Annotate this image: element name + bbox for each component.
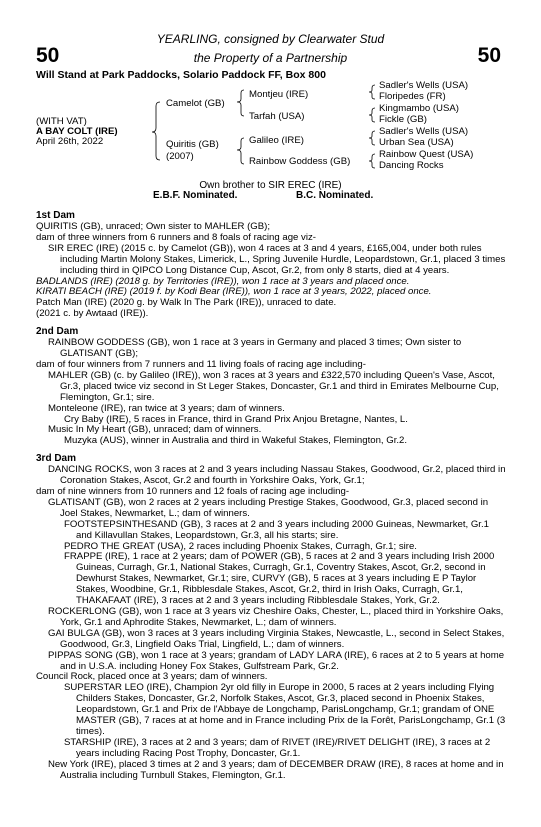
third-dam-line: FRAPPE (IRE), 1 race at 2 years; dam of POWER (GB), 5 races at 2 and 3 years including Irish 2000 Guineas, Curragh, Gr.1, National Stakes, Curragh, Gr.1, Coventry Stakes, Ascot, Gr.2, second in Dewhurst Stakes, Newmarket, Gr.1; sire, CURVY (GB), 5 races at 3 years including E P Taylor Stakes, Woodbine, Gr.1, Ribblesdale Stakes, Ascot, Gr.2, third in Irish Oaks, Curragh, Gr.1, THAKAFAAT (IRE), 3 races at 2 and 3 years including Ribblesdale Stakes, York, Gr.2.	[64, 551, 495, 607]
sire: Camelot (GB)	[166, 98, 225, 109]
first-dam-line: KIRATI BEACH (IRE) (2019 f. by Kodi Bear (IRE)), won 1 race at 3 years, 2022, placed once.	[36, 286, 432, 298]
sire-dam: Tarfah (USA)	[249, 111, 305, 122]
second-dam-line: MAHLER (GB) (c. by Galileo (IRE)), won 3 races at 3 years and £322,570 including Queen's Vase, Ascot, Gr.3, placed twice viz second in St Leger Stakes, Doncaster, Gr.1 and third in Emirates Melbourne Cup, Flemington, Gr.1; sire.	[48, 369, 499, 403]
lot-number-right: 50	[477, 44, 501, 67]
third-dam-line: dam of nine winners from 10 runners and 12 foals of racing age including-	[36, 486, 350, 498]
first-dam-line: QUIRITIS (GB), unraced; Own sister to MAHLER (GB);	[36, 221, 271, 232]
second-dam-line: RAINBOW GODDESS (GB), won 1 race at 3 years in Germany and placed 3 times; Own sister to GLATISANT (GB);	[48, 337, 462, 360]
ancestor-5: Sadler's Wells (USA)	[379, 126, 469, 137]
third-dam-line: Council Rock, placed once at 3 years; dam of winners.	[36, 671, 268, 683]
second-dam-line: Music In My Heart (GB), unraced; dam of winners.	[48, 424, 262, 436]
second-dam-line: Monteleone (IRE), ran twice at 3 years; dam of winners.	[48, 402, 285, 414]
first-dam-line: (2021 c. by Awtaad (IRE)).	[36, 308, 149, 320]
second-dam-line: Muzyka (AUS), winner in Australia and third in Wakeful Stakes, Flemington, Gr.2.	[64, 435, 408, 447]
third-dam-line: New York (IRE), placed 3 times at 2 and 3 years; dam of DECEMBER DRAW (IRE), 8 races at home and in Australia including Turnbull Stakes, Flemington, Gr.1.	[48, 758, 504, 781]
third-dam-line: STARSHIP (IRE), 3 races at 2 and 3 years; dam of RIVET (IRE)/RIVET DELIGHT (IRE), 3 races at 2 years including Racing Post Trophy, Doncaster, Gr.1.	[64, 736, 491, 759]
ebf-nomination: E.B.F. Nominated.	[153, 190, 238, 201]
ancestor-4: Fickle (GB)	[379, 114, 427, 125]
consignor-line: YEARLING, consigned by Clearwater Stud	[156, 32, 385, 46]
second-dam-line: Cry Baby (IRE), 5 races in France, third in Grand Prix Anjou Bretagne, Nantes, L.	[64, 413, 408, 425]
sire-sire: Montjeu (IRE)	[249, 89, 309, 100]
dam-dam: Rainbow Goddess (GB)	[249, 156, 351, 167]
third-dam-line: ROCKERLONG (GB), won 1 race at 3 years viz Cheshire Oaks, Chester, L., placed third in Yorkshire Oaks, York, Gr.1 and Aphrodite Stakes, Newmarket, L.; dam of winners.	[48, 606, 504, 628]
dam: Quiritis (GB)	[166, 139, 219, 150]
first-dam-line: Patch Man (IRE) (2020 g. by Walk In The Park (IRE)), unraced to date.	[36, 297, 337, 309]
third-dam-line: PIPPAS SONG (GB), won 1 race at 3 years; grandam of LADY LARA (IRE), 6 races at 2 to 5 years at home and in U.S.A. including Honey Fox Stakes, Gulfstream Park, Gr.2.	[48, 649, 505, 672]
lot-number-left: 50	[36, 44, 60, 67]
third-dam-line: GAI BULGA (GB), won 3 races at 3 years including Virginia Stakes, Newcastle, L., second in Select Stakes, Goodwood, Gr.3, Lingfield Oaks Trial, Lingfield, L.; dam of winners.	[48, 627, 505, 650]
dam-year: (2007)	[166, 151, 194, 162]
ancestor-7: Rainbow Quest (USA)	[379, 149, 474, 160]
third-dam-line: SUPERSTAR LEO (IRE), Champion 2yr old filly in Europe in 2000, 5 races at 2 years including Flying Childers Stakes, Doncaster, Gr.2, Norfolk Stakes, Ascot, Gr.3, placed second in Phoenix Stakes, Leopardstown, Gr.1 and Prix de l'Abbaye de Longchamp, ParisLongchamp, Gr.1; grandam of ONE MASTER (GB), 7 races at at home and in France including Prix de la Forêt, ParisLongchamp, Gr.1 (3 times).	[64, 682, 506, 737]
ancestor-6: Urban Sea (USA)	[379, 137, 454, 148]
third-dam-line: FOOTSTEPSINTHESAND (GB), 3 races at 2 and 3 years including 2000 Guineas, Newmarket, Gr.1 and Killavullan Stakes, Leopardstown, Gr.3, all his starts; sire.	[64, 518, 489, 541]
ancestor-2: Floripedes (FR)	[379, 91, 446, 102]
foaling-date: April 26th, 2022	[36, 136, 104, 147]
third-dam-line: GLATISANT (GB), won 2 races at 2 years including Prestige Stakes, Goodwood, Gr.3, placed second in Joel Stakes, Newmarket, L.; dam of winners.	[48, 496, 489, 519]
pedigree-table	[36, 80, 506, 180]
first-dam-line: SIR EREC (IRE) (2015 c. by Camelot (GB)), won 4 races at 3 and 4 years, £165,004, under both rules including Martin Molony Stakes, Limerick, L., Spring Juvenile Hurdle, Leopardstown, Gr.1, placed 3 times including third in QIPCO Long Distance Cup, Ascot, Gr.2, from only 8 starts, died at 4 years.	[48, 242, 506, 276]
third-dam-line: PEDRO THE GREAT (USA), 2 races including Phoenix Stakes, Curragh, Gr.1; sire.	[64, 540, 417, 552]
third-dam-line: DANCING ROCKS, won 3 races at 2 and 3 years including Nassau Stakes, Goodwood, Gr.2, placed third in Coronation Stakes, Ascot, Gr.2 and fourth in Yorkshire Oaks, York, Gr.1;	[48, 464, 506, 487]
first-dam-line: dam of three winners from 6 runners and 8 foals of racing age viz-	[36, 231, 316, 243]
catalogue-text	[36, 204, 506, 782]
bc-nomination: B.C. Nominated.	[296, 190, 374, 201]
ancestor-8: Dancing Rocks	[379, 160, 444, 171]
own-brother-note: Own brother to SIR EREC (IRE)	[199, 180, 342, 191]
first-dam-heading: 1st Dam	[36, 210, 75, 221]
horse-description: A BAY COLT (IRE)	[36, 126, 118, 137]
ancestor-1: Sadler's Wells (USA)	[379, 80, 469, 91]
property-line: the Property of a Partnership	[193, 51, 348, 65]
stand-location: Will Stand at Park Paddocks, Solario Paddock FF, Box 800	[36, 69, 326, 81]
second-dam-line: dam of four winners from 7 runners and 11 living foals of racing age including-	[36, 358, 366, 370]
first-dam-line: BADLANDS (IRE) (2018 g. by Territories (IRE)), won 1 race at 3 years and placed once.	[36, 275, 410, 287]
dam-sire: Galileo (IRE)	[249, 135, 304, 146]
ancestor-3: Kingmambo (USA)	[379, 103, 459, 114]
vat-note: (WITH VAT)	[36, 116, 87, 127]
third-dam-heading: 3rd Dam	[36, 453, 77, 465]
second-dam-heading: 2nd Dam	[36, 326, 79, 338]
